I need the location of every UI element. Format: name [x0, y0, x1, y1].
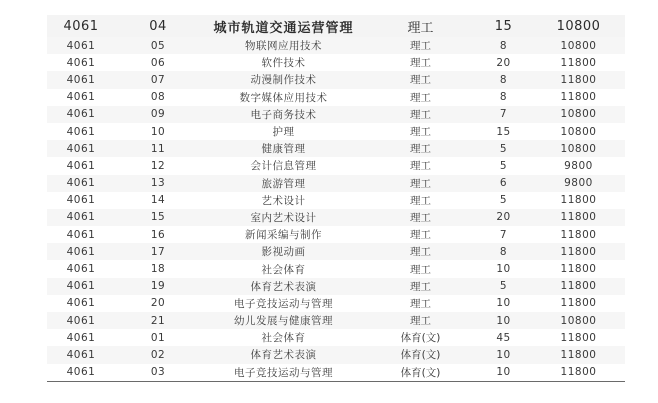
- table-row: [47, 106, 625, 123]
- school-code-cell: 4061: [47, 140, 115, 157]
- school-code-cell: 4061: [47, 37, 115, 54]
- tuition-cell: 10800: [532, 140, 625, 157]
- major-name-cell: 电子竞技运动与管理: [201, 364, 366, 381]
- major-name-cell: 城市轨道交通运营管理: [201, 15, 366, 37]
- major-code-cell: 06: [115, 54, 201, 71]
- plan-count-cell: 6: [475, 175, 532, 192]
- tuition-cell: 11800: [532, 71, 625, 88]
- school-code-cell: 4061: [47, 192, 115, 209]
- tuition-cell: 11800: [532, 260, 625, 277]
- table-row: [47, 123, 625, 140]
- major-code-cell: 03: [115, 364, 201, 381]
- major-code-cell: 04: [115, 15, 201, 37]
- school-code-cell: 4061: [47, 346, 115, 363]
- category-cell: 理工: [366, 243, 475, 260]
- major-code-cell: 19: [115, 278, 201, 295]
- school-code-cell: 4061: [47, 71, 115, 88]
- table-bottom-rule: [47, 381, 625, 382]
- major-name-cell: 体育艺术表演: [201, 278, 366, 295]
- plan-count-cell: 10: [475, 295, 532, 312]
- school-code-cell: 4061: [47, 312, 115, 329]
- tuition-cell: 11800: [532, 295, 625, 312]
- category-cell: 理工: [366, 192, 475, 209]
- table-row: [47, 37, 625, 54]
- category-cell: 体育(文): [366, 346, 475, 363]
- school-code-cell: 4061: [47, 243, 115, 260]
- school-code-cell: 4061: [47, 123, 115, 140]
- tuition-cell: 10800: [532, 123, 625, 140]
- tuition-cell: 11800: [532, 54, 625, 71]
- plan-count-cell: 5: [475, 140, 532, 157]
- major-code-cell: 10: [115, 123, 201, 140]
- school-code-cell: 4061: [47, 175, 115, 192]
- table-row: [47, 295, 625, 312]
- major-code-cell: 01: [115, 329, 201, 346]
- plan-count-cell: 5: [475, 278, 532, 295]
- tuition-cell: 11800: [532, 89, 625, 106]
- plan-count-cell: 5: [475, 157, 532, 174]
- category-cell: 理工: [366, 312, 475, 329]
- major-name-cell: 数字媒体应用技术: [201, 89, 366, 106]
- school-code-cell: 4061: [47, 15, 115, 37]
- plan-count-cell: 7: [475, 226, 532, 243]
- tuition-cell: 11800: [532, 346, 625, 363]
- tuition-cell: 11800: [532, 329, 625, 346]
- category-cell: 理工: [366, 106, 475, 123]
- plan-count-cell: 15: [475, 123, 532, 140]
- plan-count-cell: 10: [475, 364, 532, 381]
- table-row: [47, 312, 625, 329]
- major-code-cell: 07: [115, 71, 201, 88]
- table-row: [47, 89, 625, 106]
- major-code-cell: 14: [115, 192, 201, 209]
- plan-count-cell: 5: [475, 192, 532, 209]
- table-row: [47, 226, 625, 243]
- tuition-cell: 11800: [532, 364, 625, 381]
- major-code-cell: 20: [115, 295, 201, 312]
- category-cell: 理工: [366, 157, 475, 174]
- tuition-cell: 10800: [532, 15, 625, 37]
- major-name-cell: 电子商务技术: [201, 106, 366, 123]
- table-row: [47, 364, 625, 381]
- tuition-cell: 9800: [532, 175, 625, 192]
- category-cell: 理工: [366, 295, 475, 312]
- category-cell: 理工: [366, 140, 475, 157]
- school-code-cell: 4061: [47, 295, 115, 312]
- major-name-cell: 动漫制作技术: [201, 71, 366, 88]
- major-name-cell: 新闻采编与制作: [201, 226, 366, 243]
- plan-count-cell: 8: [475, 71, 532, 88]
- category-cell: 理工: [366, 209, 475, 226]
- tuition-cell: 10800: [532, 106, 625, 123]
- school-code-cell: 4061: [47, 89, 115, 106]
- table-row: [47, 71, 625, 88]
- major-name-cell: 护理: [201, 123, 366, 140]
- major-name-cell: 健康管理: [201, 140, 366, 157]
- plan-count-cell: 8: [475, 243, 532, 260]
- plan-count-cell: 10: [475, 346, 532, 363]
- major-code-cell: 05: [115, 37, 201, 54]
- plan-count-cell: 8: [475, 89, 532, 106]
- major-name-cell: 社会体育: [201, 260, 366, 277]
- major-name-cell: 物联网应用技术: [201, 37, 366, 54]
- school-code-cell: 4061: [47, 329, 115, 346]
- enrollment-table-page: [47, 15, 625, 382]
- tuition-cell: 9800: [532, 157, 625, 174]
- tuition-cell: 11800: [532, 226, 625, 243]
- major-code-cell: 02: [115, 346, 201, 363]
- major-tuition-table: [47, 15, 625, 381]
- table-row: [47, 278, 625, 295]
- major-code-cell: 18: [115, 260, 201, 277]
- major-code-cell: 11: [115, 140, 201, 157]
- major-name-cell: 会计信息管理: [201, 157, 366, 174]
- category-cell: 理工: [366, 15, 475, 37]
- category-cell: 理工: [366, 226, 475, 243]
- major-name-cell: 电子竞技运动与管理: [201, 295, 366, 312]
- category-cell: 理工: [366, 260, 475, 277]
- major-code-cell: 13: [115, 175, 201, 192]
- table-row: [47, 140, 625, 157]
- category-cell: 理工: [366, 175, 475, 192]
- major-code-cell: 16: [115, 226, 201, 243]
- category-cell: 理工: [366, 89, 475, 106]
- category-cell: 理工: [366, 71, 475, 88]
- table-row: [47, 260, 625, 277]
- major-name-cell: 体育艺术表演: [201, 346, 366, 363]
- major-code-cell: 15: [115, 209, 201, 226]
- school-code-cell: 4061: [47, 106, 115, 123]
- category-cell: 理工: [366, 37, 475, 54]
- major-name-cell: 社会体育: [201, 329, 366, 346]
- tuition-cell: 10800: [532, 312, 625, 329]
- major-code-cell: 08: [115, 89, 201, 106]
- major-name-cell: 旅游管理: [201, 175, 366, 192]
- table-row: [47, 243, 625, 260]
- plan-count-cell: 45: [475, 329, 532, 346]
- major-name-cell: 室内艺术设计: [201, 209, 366, 226]
- plan-count-cell: 20: [475, 54, 532, 71]
- tuition-cell: 10800: [532, 37, 625, 54]
- major-name-cell: 幼儿发展与健康管理: [201, 312, 366, 329]
- major-code-cell: 17: [115, 243, 201, 260]
- major-code-cell: 09: [115, 106, 201, 123]
- major-name-cell: 艺术设计: [201, 192, 366, 209]
- tuition-cell: 11800: [532, 243, 625, 260]
- category-cell: 理工: [366, 54, 475, 71]
- table-body: [47, 15, 625, 381]
- tuition-cell: 11800: [532, 278, 625, 295]
- tuition-cell: 11800: [532, 192, 625, 209]
- school-code-cell: 4061: [47, 278, 115, 295]
- table-row: [47, 54, 625, 71]
- plan-count-cell: 8: [475, 37, 532, 54]
- plan-count-cell: 10: [475, 312, 532, 329]
- table-row: [47, 157, 625, 174]
- table-row: [47, 15, 625, 37]
- school-code-cell: 4061: [47, 209, 115, 226]
- table-row: [47, 175, 625, 192]
- major-name-cell: 影视动画: [201, 243, 366, 260]
- major-code-cell: 21: [115, 312, 201, 329]
- school-code-cell: 4061: [47, 260, 115, 277]
- plan-count-cell: 7: [475, 106, 532, 123]
- category-cell: 体育(文): [366, 329, 475, 346]
- table-row: [47, 192, 625, 209]
- school-code-cell: 4061: [47, 54, 115, 71]
- tuition-cell: 11800: [532, 209, 625, 226]
- major-name-cell: 软件技术: [201, 54, 366, 71]
- category-cell: 理工: [366, 278, 475, 295]
- school-code-cell: 4061: [47, 226, 115, 243]
- category-cell: 体育(文): [366, 364, 475, 381]
- plan-count-cell: 10: [475, 260, 532, 277]
- category-cell: 理工: [366, 123, 475, 140]
- plan-count-cell: 15: [475, 15, 532, 37]
- major-code-cell: 12: [115, 157, 201, 174]
- table-row: [47, 346, 625, 363]
- table-row: [47, 209, 625, 226]
- school-code-cell: 4061: [47, 157, 115, 174]
- table-row: [47, 329, 625, 346]
- plan-count-cell: 20: [475, 209, 532, 226]
- school-code-cell: 4061: [47, 364, 115, 381]
